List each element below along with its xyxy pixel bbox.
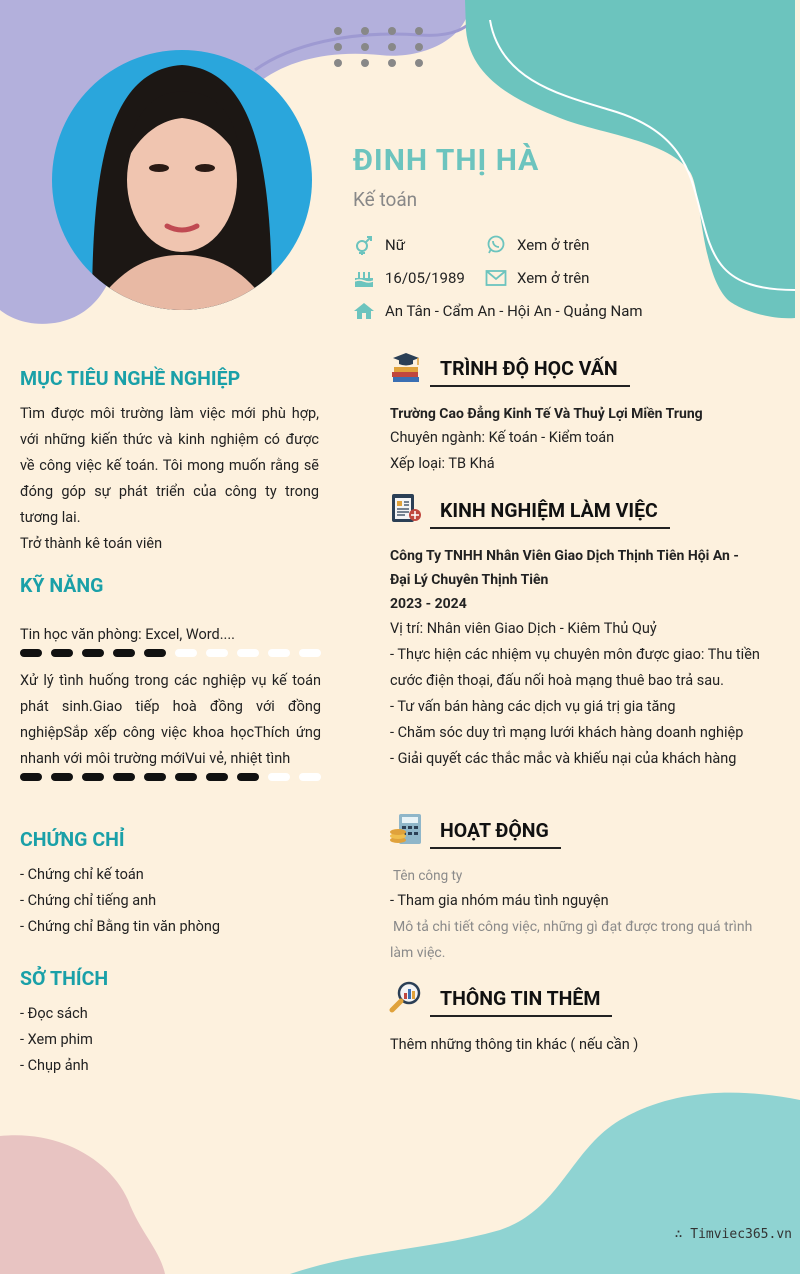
skill-dot-filled xyxy=(144,773,166,781)
skill-dot-filled xyxy=(20,649,42,657)
certificates-title: CHỨNG CHỈ xyxy=(20,828,125,851)
experience-duty: - Tư vấn bán hàng các dịch vụ giá trị gia tăng xyxy=(390,698,676,715)
skill-dot-filled xyxy=(144,649,166,657)
birthday-cake-icon xyxy=(353,268,375,288)
phone-icon xyxy=(485,235,507,255)
graduation-books-icon xyxy=(389,350,423,384)
info-email xyxy=(485,268,589,288)
home-icon xyxy=(353,301,375,321)
info-birthday xyxy=(353,268,465,288)
objective-extra: Trở thành kê toán viên xyxy=(20,535,163,552)
skill-rating xyxy=(20,773,321,781)
experience-company-cont: Đại Lý Chuyên Thịnh Tiên xyxy=(390,572,549,588)
experience-title: KINH NGHIỆM LÀM VIỆC xyxy=(430,499,670,529)
email-value: Xem ở trên xyxy=(517,269,590,287)
education-school: Trường Cao Đẳng Kinh Tế Và Thuỷ Lợi Miền Trung xyxy=(390,406,703,422)
more-info-title: THÔNG TIN THÊM xyxy=(430,987,612,1017)
skill-dot-filled xyxy=(206,773,228,781)
hobby-item: - Xem phim xyxy=(20,1031,93,1048)
activity-item: - Tham gia nhóm máu tình nguyện xyxy=(390,892,609,909)
profile-photo xyxy=(52,50,312,310)
more-info-text: Thêm những thông tin khác ( nếu cần ) xyxy=(390,1036,639,1053)
gender-icon xyxy=(353,235,375,255)
skill-dot-empty xyxy=(237,649,259,657)
candidate-name: ĐINH THỊ HÀ xyxy=(353,143,540,178)
pink-blob xyxy=(0,1135,165,1274)
skill-dot-filled xyxy=(113,649,135,657)
skill-name: Xử lý tình huống trong các nghiệp vụ kế toán phát sinh.Giao tiếp hoà đồng với đồng nghiệpSắp xếp công việc khoa họcThích ứng nhanh với môi trường mớiVui vẻ, nhiệt tình xyxy=(20,672,321,767)
skill-dot-filled xyxy=(51,649,73,657)
skill-dot-filled xyxy=(20,773,42,781)
skill-dot-empty xyxy=(299,773,321,781)
education-major: Chuyên ngành: Kế toán - Kiểm toán xyxy=(390,429,615,446)
education-grade: Xếp loại: TB Khá xyxy=(390,455,495,472)
hobby-item: - Đọc sách xyxy=(20,1005,88,1022)
objective-title: MỤC TIÊU NGHỀ NGHIỆP xyxy=(20,367,241,390)
skill-dot-empty xyxy=(268,773,290,781)
experience-role: Vị trí: Nhân viên Giao Dịch - Kiêm Thủ Quỷ xyxy=(390,620,657,637)
skill-dot-empty xyxy=(299,649,321,657)
skill-rating xyxy=(20,649,321,657)
skills-title: KỸ NĂNG xyxy=(20,574,104,597)
hobbies-title: SỞ THÍCH xyxy=(20,967,109,990)
education-title: TRÌNH ĐỘ HỌC VẤN xyxy=(430,357,630,387)
calculator-coins-icon xyxy=(389,812,423,846)
skill-dot-filled xyxy=(113,773,135,781)
skill-dot-filled xyxy=(82,649,104,657)
email-icon xyxy=(485,268,507,288)
info-gender xyxy=(353,235,405,255)
activity-desc-placeholder: Mô tả chi tiết công việc, những gì đạt được trong quá trình làm việc. xyxy=(390,919,753,961)
certificate-item: - Chứng chỉ kế toán xyxy=(20,866,144,883)
skill-dot-empty xyxy=(206,649,228,657)
skill-dot-filled xyxy=(51,773,73,781)
gender-value: Nữ xyxy=(385,236,405,254)
footer-brand: ∴ Timviec365.vn xyxy=(674,1227,792,1242)
hobby-item: - Chụp ảnh xyxy=(20,1057,89,1074)
address-value: An Tân - Cẩm An - Hội An - Quảng Nam xyxy=(385,302,643,320)
activity-company-placeholder: Tên công ty xyxy=(393,868,463,884)
activities-title: HOẠT ĐỘNG xyxy=(430,819,561,849)
info-phone xyxy=(485,235,589,255)
job-title: Kế toán xyxy=(353,188,418,211)
certificate-item: - Chứng chỉ Bằng tin văn phòng xyxy=(20,918,221,935)
skill-dot-filled xyxy=(237,773,259,781)
teal-bottom-blob xyxy=(290,1093,800,1274)
skill-dot-empty xyxy=(268,649,290,657)
experience-duty: - Thực hiện các nhiệm vụ chuyên môn được giao: Thu tiền cước điện thoại, đấu nối hoà mạng thuê bao trả sau. xyxy=(390,646,760,689)
objective-text: Tìm được môi trường làm việc mới phù hợp, với những kiến thức và kinh nghiệm có được về công việc kế toán. Tôi mong muốn rằng sẽ đóng góp sự phát triển của công ty trong tương lai. xyxy=(20,405,319,526)
experience-company: Công Ty TNHH Nhân Viên Giao Dịch Thịnh Tiên Hội An - xyxy=(390,548,739,564)
phone-value: Xem ở trên xyxy=(517,236,590,254)
skill-dot-filled xyxy=(175,773,197,781)
experience-duty: - Giải quyết các thắc mắc và khiếu nại của khách hàng xyxy=(390,750,737,767)
experience-duty: - Chăm sóc duy trì mạng lưới khách hàng doanh nghiệp xyxy=(390,724,744,741)
info-address xyxy=(353,301,643,321)
clipboard-report-icon xyxy=(389,491,423,525)
certificate-item: - Chứng chỉ tiếng anh xyxy=(20,892,157,909)
experience-period: 2023 - 2024 xyxy=(390,596,467,612)
birthday-value: 16/05/1989 xyxy=(385,269,465,287)
magnifier-chart-icon xyxy=(389,980,423,1014)
skill-dot-filled xyxy=(82,773,104,781)
skill-name: Tin học văn phòng: Excel, Word.... xyxy=(20,626,236,643)
skill-dot-empty xyxy=(175,649,197,657)
